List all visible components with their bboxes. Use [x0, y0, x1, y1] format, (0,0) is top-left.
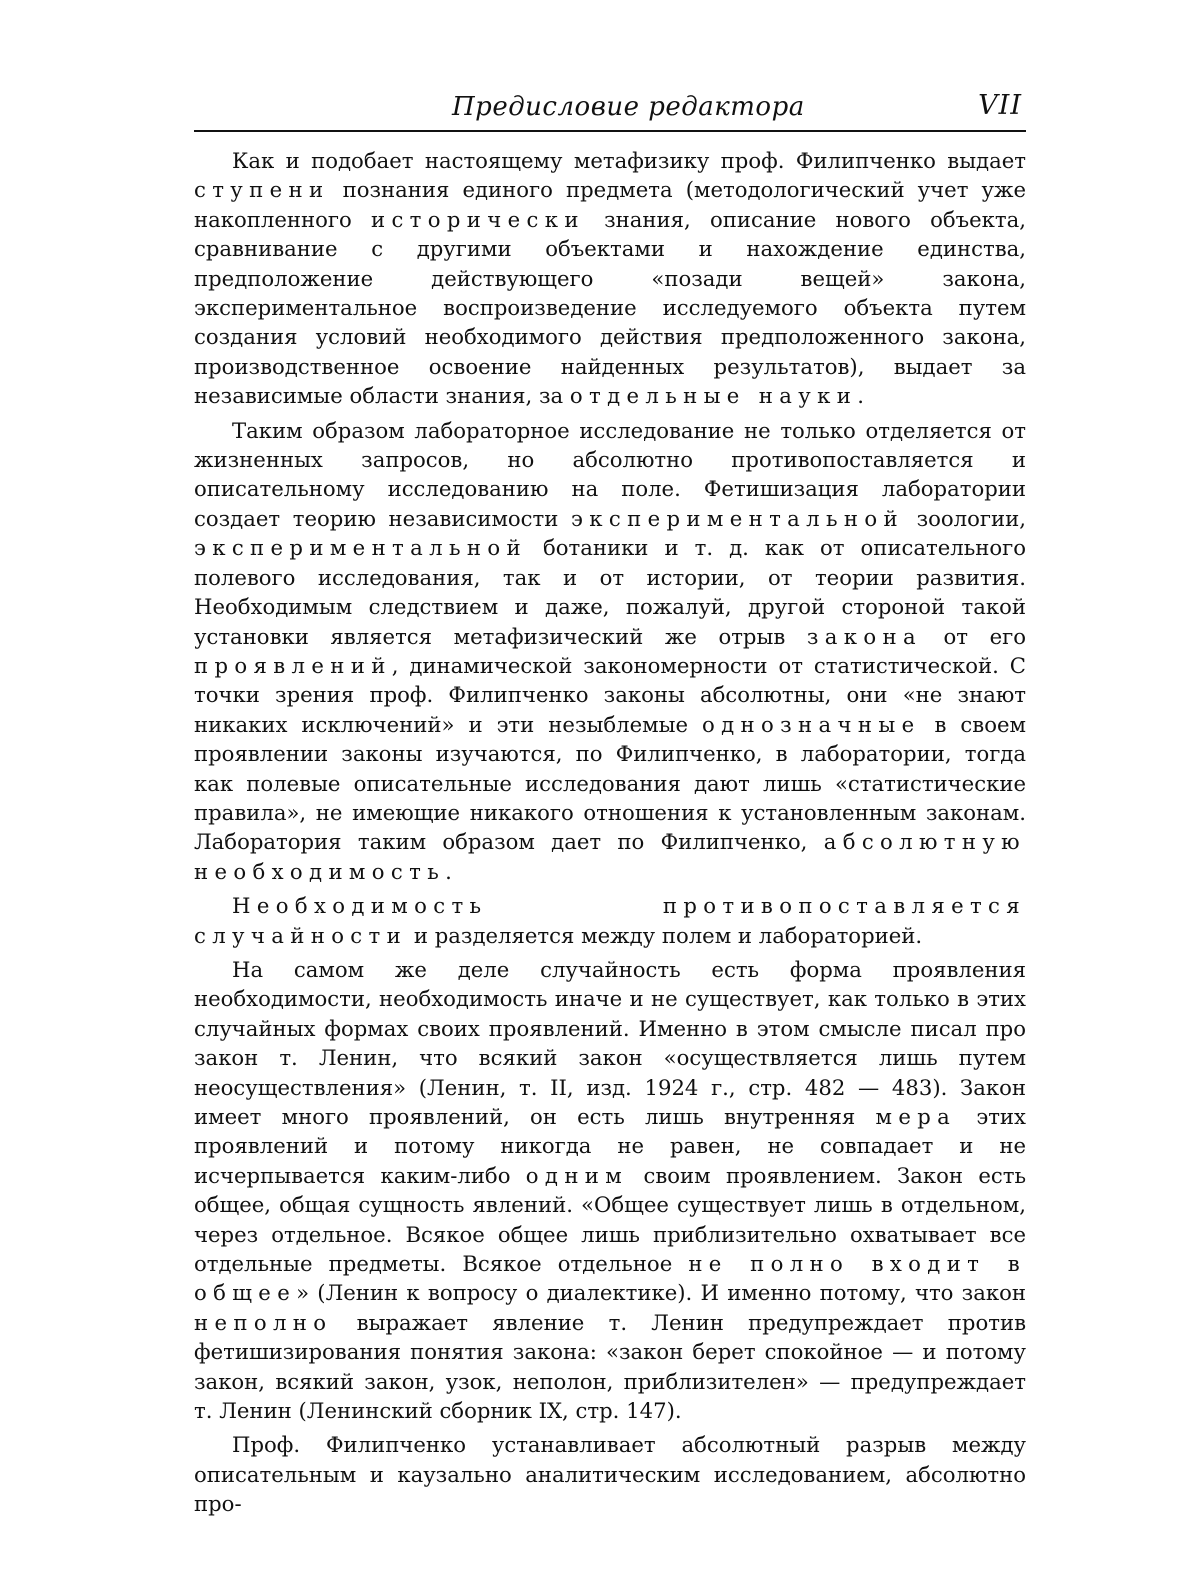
text-segment: в своем проявлении законы изучаются, по Филипченко, в лаборатории, тогда как полевые описательные исследования дают лишь «статистические правила», не имеющие никакого отношения к установленным законам. Лаборатория таким образом дает по Филипченко,	[194, 711, 1026, 855]
text-segment: ботаники и т. д. как от описательного полевого исследования, так и от истории, от теории развития. Необходимым следствием и даже, пожалуй, другой стороной такой установки является метафизический же отрыв	[194, 535, 1026, 649]
emphasized-text: не полно входит в общее	[194, 1251, 1026, 1306]
emphasized-text: закона	[806, 623, 922, 649]
running-header-title: Предисловие редактора	[452, 92, 805, 122]
emphasized-text: Необходимость противопоставляется случайности	[194, 893, 1026, 948]
emphasized-text: экспериментальной	[194, 535, 527, 561]
emphasized-text: абсолютную необходимость	[194, 829, 1026, 884]
paragraph	[194, 146, 1026, 411]
text-segment: знания, описание нового объекта, сравнивание с другими объектами и нахождение единства, предположение действующего «позади вещей» закона, экспериментальное воспроизведение исследуемого объекта путем создания условий необходимого действия предположенного закона, производственное освоение найденных результатов), выдает за независимые области знания, за	[194, 206, 1026, 409]
text-segment: от его	[921, 623, 1026, 649]
emphasized-text: однозначные	[702, 711, 921, 737]
emphasized-text: ступени	[194, 177, 330, 203]
emphasized-text: неполно	[194, 1309, 333, 1335]
body-text	[194, 146, 1026, 1519]
text-segment: Таким образом лабораторное исследование не только отделяется от жизненных запросов, но абсолютно противопоставляется и описательному исследованию на поле. Фетишизация лаборатории создает теорию независимости	[194, 417, 1026, 531]
text-segment: На самом же деле случайность есть форма проявления необходимости, необходимость иначе и не существует, как только в этих случайных формах своих проявлений. Именно в этом смысле писал про закон т. Ленин, что всякий закон «осуществляется лишь путем неосуществления» (Ленин, т. II, изд. 1924 г., стр. 482 — 483). Закон имеет много проявлений, он есть лишь внутренняя	[194, 956, 1026, 1129]
text-segment: Проф. Филипченко устанавливает абсолютный разрыв между описательным и каузально аналитическим исследованием, абсолютно про-	[194, 1432, 1026, 1517]
text-segment: зоологии,	[903, 505, 1026, 531]
paragraph	[194, 891, 1026, 950]
paragraph	[194, 1430, 1026, 1518]
text-segment: Как и подобает настоящему метафизику проф. Филипченко выдает	[232, 148, 1026, 173]
running-header	[194, 86, 1026, 132]
text-segment: познания единого предмета (методологический учет уже накопленного	[194, 177, 1026, 232]
text-segment: .	[445, 858, 452, 884]
paragraph	[194, 955, 1026, 1426]
text-segment: и разделяется между полем и лабораторией.	[407, 922, 923, 948]
emphasized-text: проявлений	[194, 652, 392, 678]
emphasized-text: отдельные науки	[569, 383, 858, 409]
text-segment: своим проявлением. Закон есть общее, общая сущность явлений. «Общее существует лишь в отдельном, через отдельное. Всякое общее лишь приблизительно охватывает все отдельные предметы. Всякое отдельное	[194, 1162, 1026, 1277]
emphasized-text: мера	[875, 1104, 957, 1129]
book-page	[194, 86, 1026, 1519]
emphasized-text: исторически	[370, 206, 585, 232]
text-segment: , динамической закономерности от статистической. С точки зрения проф. Филипченко законы абсолютны, они «не знают никаких исключений» и эти незыблемые	[194, 652, 1026, 737]
text-segment: выражает явление т. Ленин предупреждает против фетишизирования понятия закона: «закон берет спокойное — и потому закон, всякий закон, узок, неполон, приблизителен» — предупреждает т. Ленин (Ленинский сборник IX, стр. 147).	[194, 1309, 1026, 1424]
text-segment: этих проявлений и потому никогда не равен, не совпадает и не исчерпывается каким-либо	[194, 1104, 1026, 1188]
page-number: VII	[978, 90, 1022, 121]
text-segment: » (Ленин к вопросу о диалектике). И именно потому, что закон	[296, 1280, 1026, 1306]
emphasized-text: одним	[525, 1162, 629, 1188]
paragraph	[194, 416, 1026, 887]
text-segment: .	[857, 383, 864, 409]
emphasized-text: экспериментальной	[571, 505, 904, 531]
